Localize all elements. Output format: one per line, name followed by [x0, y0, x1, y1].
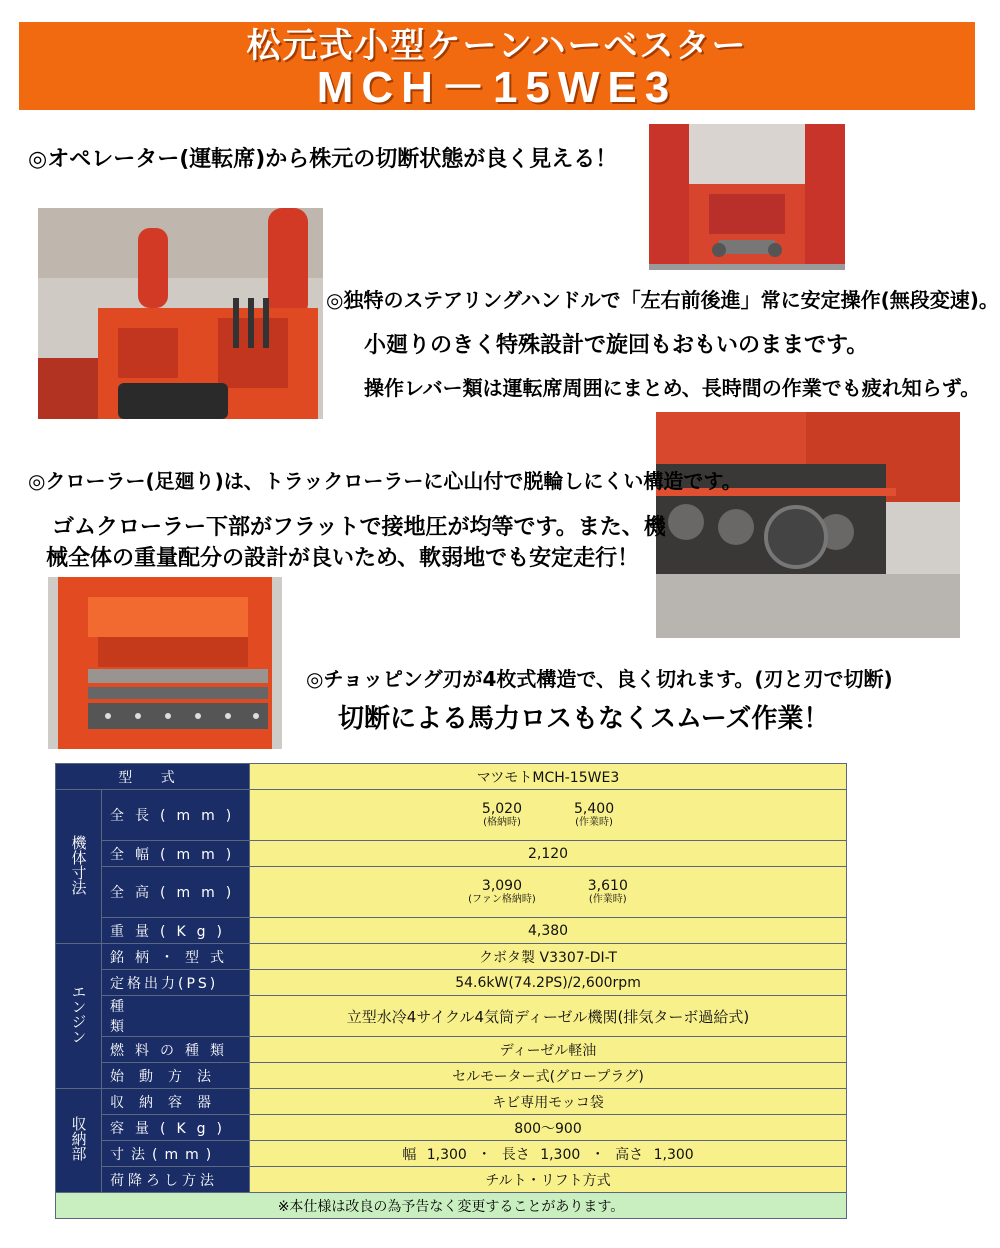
photo-cockpit-levers: [38, 208, 323, 419]
weight-label: 重量(Kg): [102, 918, 250, 944]
height-fan-stowed: 3,090: [481, 878, 522, 894]
feature-crawler-line3: 械全体の重量配分の設計が良いため、軟弱地でも安定走行！: [46, 546, 640, 571]
group-label: エンジン: [69, 984, 88, 1044]
start-label: 始動方法: [102, 1063, 250, 1089]
feature-steering: ◎独特のステアリングハンドルで「左右前後進」常に安定操作(無段変速)。: [326, 288, 999, 312]
feature-crawler-line2: ゴムクローラー下部がフラットで接地圧が均等です。また、機: [52, 515, 666, 540]
title-line-2: MCH－15WE3: [316, 63, 678, 112]
container-value: キビ専用モッコ袋: [250, 1089, 847, 1115]
width-value: 2,120: [250, 841, 847, 867]
feature-crawler: ◎クローラー(足廻り)は、トラックローラーに心山付で脱輪しにくい構造です。: [28, 469, 742, 493]
photo-crawler: [656, 412, 960, 638]
feature-steering-line2: 小廻りのきく特殊設計で旋回もおもいのままです。: [364, 333, 869, 358]
start-value: セルモーター式(グロープラグ): [250, 1063, 847, 1089]
length-working: 5,400: [574, 801, 615, 817]
dims-value: 幅 1,300 ・ 長さ 1,300 ・ 高さ 1,300: [250, 1141, 847, 1167]
table-row: [56, 1193, 847, 1219]
height-working-note: (作業時): [588, 894, 627, 905]
group-label: 収納部: [69, 1116, 88, 1161]
photo-operator-view: [649, 124, 845, 270]
dims-label: 寸法(mm): [102, 1141, 250, 1167]
group-body-dimensions: [56, 790, 102, 944]
table-row: [56, 764, 847, 790]
fuel-value: ディーゼル軽油: [250, 1037, 847, 1063]
title-banner: [19, 22, 975, 110]
table-row: [56, 1167, 847, 1193]
feature-chopping: ◎チョッピング刃が4枚式構造で、良く切れます。(刃と刃で切断): [306, 667, 893, 691]
group-label: 機体寸法: [69, 834, 88, 895]
height-working: 3,610: [587, 878, 628, 894]
fuel-label: 燃料の種類: [102, 1037, 250, 1063]
height-value: [250, 867, 847, 918]
model-value: マツモトMCH-15WE3: [250, 764, 847, 790]
height-fan-stowed-note: (ファン格納時): [468, 894, 536, 905]
capacity-value: 800～900: [250, 1115, 847, 1141]
container-label: 収納容器: [102, 1089, 250, 1115]
spec-note: ※本仕様は改良の為予告なく変更することがあります。: [56, 1193, 847, 1219]
table-row: [56, 970, 847, 996]
table-row: [56, 1115, 847, 1141]
table-row: [56, 944, 847, 970]
output-label: 定格出力(PS): [102, 970, 250, 996]
length-value: [250, 790, 847, 841]
group-engine: [56, 944, 102, 1089]
table-row: [56, 996, 847, 1037]
model-label: 型 式: [56, 764, 250, 790]
length-stowed: 5,020: [481, 801, 523, 817]
brand-value: クボタ製 V3307-DI-T: [250, 944, 847, 970]
group-storage: [56, 1089, 102, 1193]
spec-table: [55, 763, 847, 1219]
unload-label: 荷降ろし方法: [102, 1167, 250, 1193]
length-working-note: (作業時): [575, 817, 613, 828]
table-row: [56, 1089, 847, 1115]
feature-steering-line3: 操作レバー類は運転席周囲にまとめ、長時間の作業でも疲れ知らず。: [364, 376, 981, 400]
feature-operator-view: ◎オペレーター(運転席)から株元の切断状態が良く見える！: [28, 147, 618, 172]
table-row: [56, 841, 847, 867]
unload-value: チルト・リフト方式: [250, 1167, 847, 1193]
length-label: 全長(mm): [102, 790, 250, 841]
table-row: [56, 790, 847, 841]
table-row: [56, 1063, 847, 1089]
type-label: 種類: [102, 996, 250, 1037]
length-stowed-note: (格納時): [483, 817, 521, 828]
table-row: [56, 1141, 847, 1167]
capacity-label: 容量(Kg): [102, 1115, 250, 1141]
type-value: 立型水冷4サイクル4気筒ディーゼル機関(排気ターボ過給式): [250, 996, 847, 1037]
title-line-1: 松元式小型ケーンハーベスター: [246, 26, 748, 66]
weight-value: 4,380: [250, 918, 847, 944]
table-row: [56, 918, 847, 944]
table-row: [56, 867, 847, 918]
width-label: 全幅(mm): [102, 841, 250, 867]
brand-label: 銘柄・型式: [102, 944, 250, 970]
photo-chopping-blades: [48, 577, 282, 749]
height-label: 全高(mm): [102, 867, 250, 918]
output-value: 54.6kW(74.2PS)/2,600rpm: [250, 970, 847, 996]
table-row: [56, 1037, 847, 1063]
feature-chopping-line2: 切断による馬力ロスもなくスムーズ作業！: [338, 704, 830, 734]
